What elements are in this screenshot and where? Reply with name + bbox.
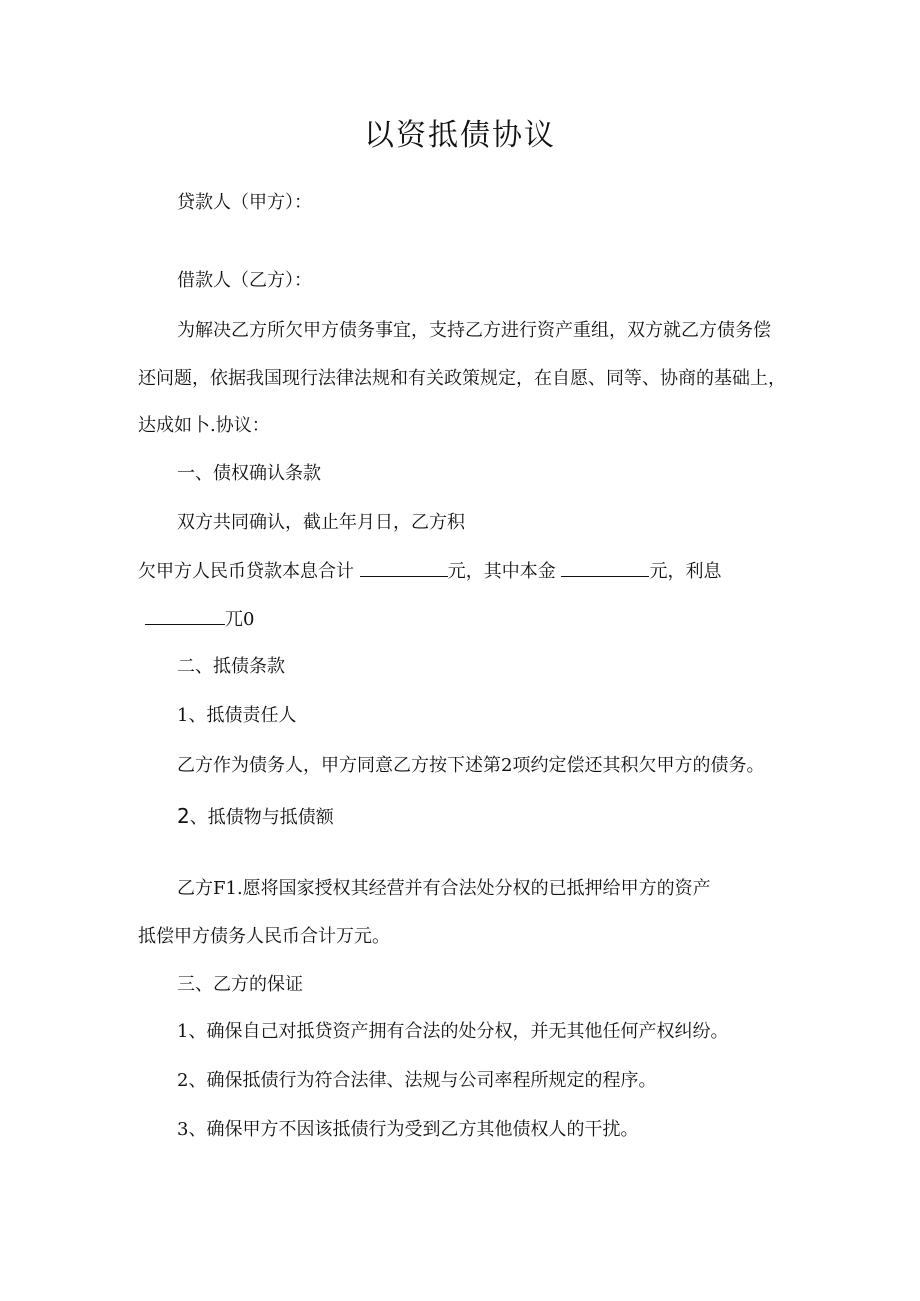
section3-item-2: 2、确保抵债行为符合法律、法规与公司率程所规定的程序。 [177, 1070, 657, 1091]
item2-heading-text: 、抵债物与抵债额 [189, 807, 334, 828]
section3-item-3: 3、确保甲方不因该抵债行为受到乙方其他债权人的干扰。 [177, 1119, 639, 1140]
section3-heading: 三、乙方的保证 [177, 974, 303, 995]
interest-amount-blank[interactable] [145, 606, 225, 625]
lender-line: 贷款人（甲方）： [177, 192, 312, 213]
amount-total-label: 欠甲方人民币贷款本息合计 [138, 561, 354, 582]
section2-item2-text-1: 乙方F1.愿将国家授权其经营并有合法处分权的已抵押给甲方的资产 [177, 878, 711, 899]
section2-item1-text: 乙方作为债务人，甲方同意乙方按下述第2项约定偿还其积欠甲方的债务。 [177, 755, 765, 776]
section2-item1-heading: 1、抵债责任人 [177, 705, 297, 726]
section3-item-1: 1、确保自己对抵贷资产拥有合法的处分权，并无其他任何产权纠纷。 [177, 1021, 729, 1042]
document-title: 以资抵债协议 [364, 118, 556, 153]
intro-line-2: 还问题，依据我国现行法律法规和有关政策规定，在自愿、同等、协商的基础上， [138, 368, 786, 389]
section1-line-1: 双方共同确认，截止年月日，乙方积 [177, 512, 465, 533]
section2-heading: 二、抵债条款 [177, 656, 285, 677]
principal-amount-blank[interactable] [561, 558, 649, 577]
intro-line-3: 达成如卜.协议： [138, 415, 270, 436]
total-amount-blank[interactable] [360, 558, 448, 577]
section1-line-2 [138, 558, 721, 585]
section1-heading: 一、债权确认条款 [177, 463, 321, 484]
intro-line-1: 为解决乙方所欠甲方债务事宜，支持乙方进行资产重组，双方就乙方债务偿 [177, 320, 771, 341]
section2-item2-heading [177, 803, 334, 831]
interest-label: 元，利息 [649, 561, 722, 582]
section1-line-3 [145, 606, 254, 633]
borrower-line: 借款人（乙方）： [177, 270, 312, 291]
interest-unit: 兀0 [225, 609, 255, 630]
principal-label: 元，其中本金 [447, 561, 556, 582]
section2-item2-text-2: 抵偿甲方债务人民币合计万元。 [138, 926, 390, 947]
item2-number: 2 [177, 804, 190, 828]
